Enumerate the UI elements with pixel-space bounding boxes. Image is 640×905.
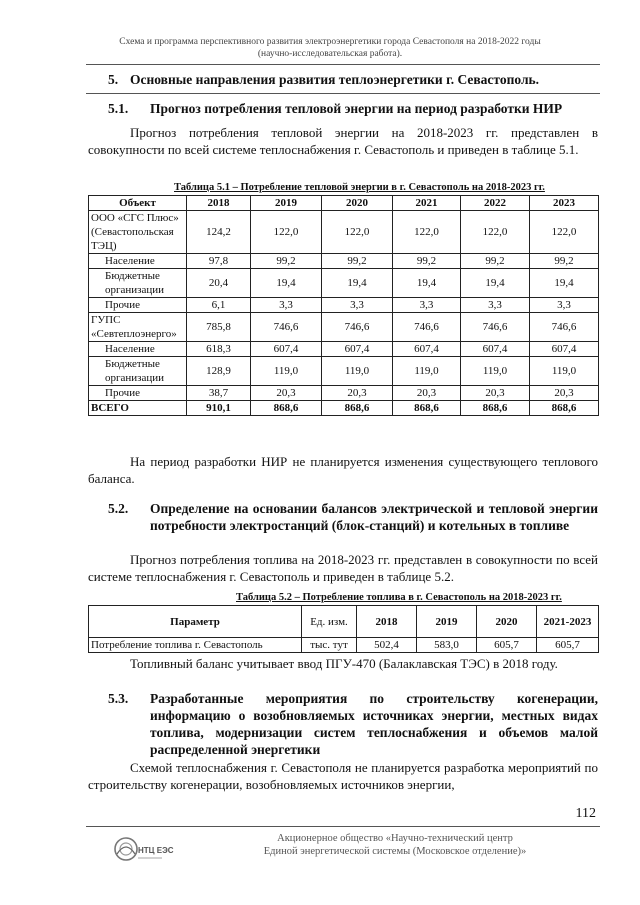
value-cell: 20,3: [393, 386, 461, 401]
value-cell: 19,4: [530, 269, 599, 298]
footer-line-2: Единой энергетической системы (Московское отделение)»: [263, 846, 527, 857]
value-cell: 746,6: [322, 313, 393, 342]
value-cell: 910,1: [187, 401, 251, 416]
value-cell: 746,6: [251, 313, 322, 342]
object-cell: Население: [89, 342, 187, 357]
value-cell: 6,1: [187, 298, 251, 313]
value-cell: 122,0: [530, 211, 599, 254]
column-header: 2021: [393, 196, 461, 211]
column-header: 2018: [187, 196, 251, 211]
value-cell: 99,2: [530, 254, 599, 269]
value-cell: 3,3: [393, 298, 461, 313]
table-header-row: [89, 606, 599, 638]
value-cell: 99,2: [393, 254, 461, 269]
value-cell: 122,0: [322, 211, 393, 254]
value-cell: 119,0: [461, 357, 530, 386]
table-row: [89, 638, 599, 653]
column-header: 2019: [417, 606, 477, 638]
value-cell: 868,6: [251, 401, 322, 416]
value-cell: 124,2: [187, 211, 251, 254]
value-cell: 605,7: [537, 638, 599, 653]
paragraph-5-1: Прогноз потребления тепловой энергии на 2018-2023 гг. представлен в совокупности по всей системе теплоснабжения г. Севастополь и приведен в таблице 5.1.: [88, 125, 598, 157]
value-cell: 19,4: [461, 269, 530, 298]
paragraph-after-table-5-2: Топливный баланс учитывает ввод ПГУ-470 (Балаклавская ТЭС) в 2018 году.: [130, 656, 558, 671]
table-header-row: [89, 196, 599, 211]
value-cell: 128,9: [187, 357, 251, 386]
column-header: 2020: [322, 196, 393, 211]
value-cell: 607,4: [322, 342, 393, 357]
value-cell: 119,0: [322, 357, 393, 386]
value-cell: 99,2: [251, 254, 322, 269]
value-cell: 119,0: [393, 357, 461, 386]
table-5-2: [88, 605, 599, 653]
column-header: 2019: [251, 196, 322, 211]
value-cell: 607,4: [461, 342, 530, 357]
value-cell: 3,3: [461, 298, 530, 313]
value-cell: 868,6: [461, 401, 530, 416]
value-cell: 20,3: [461, 386, 530, 401]
value-cell: 3,3: [530, 298, 599, 313]
section-divider: [86, 93, 600, 94]
column-header: 2020: [477, 606, 537, 638]
footer-line-1: Акционерное общество «Научно-технический центр: [277, 833, 513, 844]
table-total-row: [89, 401, 599, 416]
table-row: [89, 298, 599, 313]
value-cell: 746,6: [461, 313, 530, 342]
object-cell: Прочие: [89, 298, 187, 313]
table-row: [89, 254, 599, 269]
parameter-cell: Потребление топлива г. Севастополь: [89, 638, 302, 653]
header-divider: [86, 64, 600, 65]
table-5-1-caption: Таблица 5.1 – Потребление тепловой энергии в г. Севастополь на 2018-2023 гг.: [174, 182, 545, 193]
section-number: 5.2.: [108, 501, 129, 516]
table-5-2-caption: Таблица 5.2 – Потребление топлива в г. Севастополь на 2018-2023 гг.: [236, 592, 562, 603]
object-cell: Прочие: [89, 386, 187, 401]
value-cell: 20,3: [530, 386, 599, 401]
column-header: Объект: [89, 196, 187, 211]
section-title: Разработанные мероприятия по строительству когенерации, информацию о возобновляемых источниках энергии, местных видах топлива, модернизации систем теплоснабжения и объемов малой распределенной энергетики: [150, 691, 598, 757]
column-header: 2018: [357, 606, 417, 638]
value-cell: 868,6: [530, 401, 599, 416]
section-number: 5.1.: [108, 101, 129, 116]
header-line-2: (научно-исследовательская работа).: [257, 49, 403, 59]
object-cell: Население: [89, 254, 187, 269]
value-cell: 19,4: [322, 269, 393, 298]
table-row: [89, 342, 599, 357]
value-cell: 607,4: [530, 342, 599, 357]
value-cell: 618,3: [187, 342, 251, 357]
object-cell: Бюджетные организации: [89, 357, 187, 386]
column-header: 2023: [530, 196, 599, 211]
section-title: Основные направления развития теплоэнергетики г. Севастополь.: [130, 72, 540, 87]
footer-divider: [86, 826, 600, 827]
value-cell: 19,4: [251, 269, 322, 298]
column-header: Ед. изм.: [302, 606, 357, 638]
running-header: [60, 36, 600, 60]
table-5-1-body: [89, 211, 599, 416]
value-cell: 3,3: [322, 298, 393, 313]
value-cell: 746,6: [393, 313, 461, 342]
column-header: Параметр: [89, 606, 302, 638]
object-cell: ГУПС «Севтеплоэнерго»: [89, 313, 187, 342]
table-row: [89, 386, 599, 401]
paragraph-5-3: Схемой теплоснабжения г. Севастополя не планируется разработка мероприятий по строительству когенерации, возобновляемых источников энергии,: [88, 760, 598, 792]
column-header: 2021-2023: [537, 606, 599, 638]
value-cell: 785,8: [187, 313, 251, 342]
object-cell: Бюджетные организации: [89, 269, 187, 298]
value-cell: 122,0: [393, 211, 461, 254]
value-cell: 20,4: [187, 269, 251, 298]
value-cell: 868,6: [322, 401, 393, 416]
column-header: 2022: [461, 196, 530, 211]
value-cell: 119,0: [530, 357, 599, 386]
table-row: [89, 211, 599, 254]
object-cell: ООО «СГС Плюс» (Севастопольская ТЭЦ): [89, 211, 187, 254]
company-logo-icon: [112, 832, 174, 872]
value-cell: 20,3: [251, 386, 322, 401]
value-cell: 119,0: [251, 357, 322, 386]
paragraph-after-table-5-1: На период разработки НИР не планируется изменения существующего теплового баланса.: [88, 454, 598, 486]
footer-organization: [210, 832, 580, 858]
object-cell: ВСЕГО: [89, 401, 187, 416]
section-number: 5.3.: [108, 691, 129, 706]
value-cell: 502,4: [357, 638, 417, 653]
value-cell: 605,7: [477, 638, 537, 653]
value-cell: 97,8: [187, 254, 251, 269]
page-number: 112: [575, 806, 596, 821]
table-row: [89, 269, 599, 298]
logo-lettering: НТЦ ЕЭС: [138, 846, 174, 855]
value-cell: 607,4: [251, 342, 322, 357]
header-line-1: Схема и программа перспективного развития электроэнергетики города Севастополя на 2018-2022 годы: [119, 37, 541, 47]
table-5-1: [88, 195, 599, 416]
value-cell: 122,0: [251, 211, 322, 254]
section-5-heading: [108, 72, 539, 88]
value-cell: 868,6: [393, 401, 461, 416]
value-cell: 99,2: [322, 254, 393, 269]
value-cell: 20,3: [322, 386, 393, 401]
value-cell: 19,4: [393, 269, 461, 298]
table-row: [89, 313, 599, 342]
table-row: [89, 357, 599, 386]
section-title: Прогноз потребления тепловой энергии на период разработки НИР: [150, 101, 563, 116]
unit-cell: тыс. тут: [302, 638, 357, 653]
value-cell: 607,4: [393, 342, 461, 357]
value-cell: 38,7: [187, 386, 251, 401]
section-number: 5.: [108, 72, 119, 87]
value-cell: 583,0: [417, 638, 477, 653]
section-title: Определение на основании балансов электрической и тепловой энергии потребности электростанций (блок-станций) и котельных в топливе: [150, 501, 598, 533]
value-cell: 122,0: [461, 211, 530, 254]
value-cell: 746,6: [530, 313, 599, 342]
value-cell: 3,3: [251, 298, 322, 313]
paragraph-5-2: Прогноз потребления топлива на 2018-2023 гг. представлен в совокупности по всей системе теплоснабжения г. Севастополь и приведен в таблице 5.2.: [88, 552, 598, 584]
value-cell: 99,2: [461, 254, 530, 269]
